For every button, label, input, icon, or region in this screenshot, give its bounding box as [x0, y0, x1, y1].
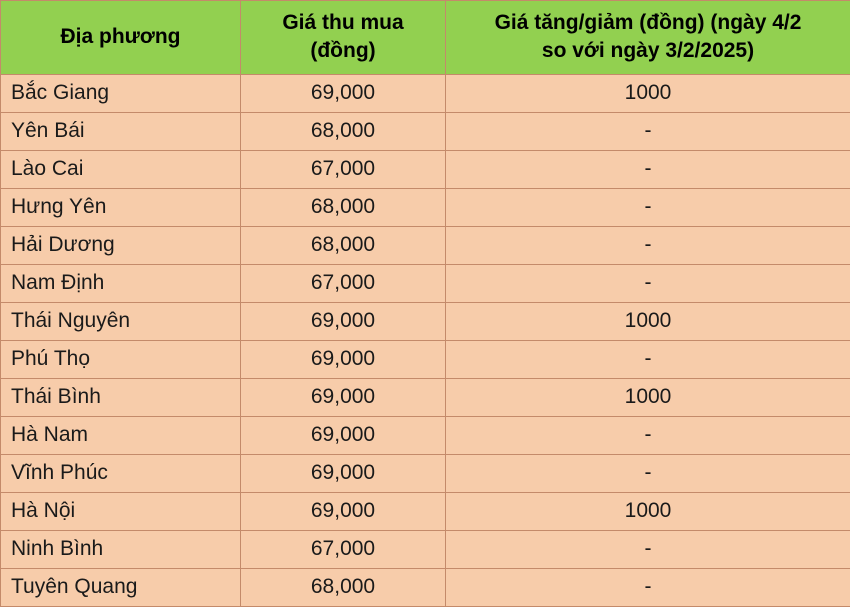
cell-change: 1000 [446, 378, 850, 416]
cell-location: Yên Bái [1, 112, 241, 150]
table-row [1, 454, 850, 492]
header-price-line-2: (đồng) [310, 39, 376, 63]
cell-change: - [446, 150, 850, 188]
cell-change: - [446, 416, 850, 454]
cell-price: 67,000 [241, 150, 446, 188]
cell-location: Hà Nội [1, 492, 241, 530]
cell-price: 67,000 [241, 264, 446, 302]
cell-change: - [446, 188, 850, 226]
cell-price: 67,000 [241, 530, 446, 568]
cell-price: 68,000 [241, 226, 446, 264]
cell-price: 69,000 [241, 416, 446, 454]
cell-price: 69,000 [241, 302, 446, 340]
table-row [1, 226, 850, 264]
cell-price: 68,000 [241, 568, 446, 606]
cell-location: Thái Nguyên [1, 302, 241, 340]
cell-location: Thái Bình [1, 378, 241, 416]
cell-price: 68,000 [241, 112, 446, 150]
table-row [1, 530, 850, 568]
cell-price: 69,000 [241, 340, 446, 378]
cell-location: Bắc Giang [1, 74, 241, 112]
header-cell-price [241, 1, 446, 75]
cell-change: - [446, 340, 850, 378]
header-location-line-1: Địa phương [60, 25, 181, 49]
table-row [1, 416, 850, 454]
cell-change: 1000 [446, 74, 850, 112]
cell-change: 1000 [446, 302, 850, 340]
table-row [1, 492, 850, 530]
header-cell-location [1, 1, 241, 75]
cell-location: Lào Cai [1, 150, 241, 188]
table-row [1, 150, 850, 188]
cell-price: 69,000 [241, 74, 446, 112]
table-row [1, 112, 850, 150]
cell-price: 69,000 [241, 492, 446, 530]
table-row [1, 302, 850, 340]
cell-location: Nam Định [1, 264, 241, 302]
cell-location: Hà Nam [1, 416, 241, 454]
table-row [1, 340, 850, 378]
table-body [1, 74, 850, 606]
cell-location: Hải Dương [1, 226, 241, 264]
cell-price: 69,000 [241, 378, 446, 416]
cell-location: Hưng Yên [1, 188, 241, 226]
header-cell-change [446, 1, 850, 75]
cell-change: - [446, 530, 850, 568]
table-row [1, 188, 850, 226]
table-header [1, 1, 850, 75]
table-row [1, 264, 850, 302]
cell-location: Vĩnh Phúc [1, 454, 241, 492]
cell-price: 68,000 [241, 188, 446, 226]
cell-change: - [446, 264, 850, 302]
cell-price: 69,000 [241, 454, 446, 492]
table-row [1, 74, 850, 112]
cell-change: - [446, 568, 850, 606]
cell-location: Phú Thọ [1, 340, 241, 378]
cell-change: - [446, 226, 850, 264]
header-price-line-1: Giá thu mua [282, 11, 404, 34]
cell-location: Ninh Bình [1, 530, 241, 568]
cell-change: 1000 [446, 492, 850, 530]
header-row [1, 1, 850, 75]
header-change-line-1: Giá tăng/giảm (đồng) (ngày 4/2 [494, 11, 802, 34]
cell-location: Tuyên Quang [1, 568, 241, 606]
header-change-line-2: so với ngày 3/2/2025) [541, 39, 755, 63]
cell-change: - [446, 112, 850, 150]
cell-change: - [446, 454, 850, 492]
table-row [1, 568, 850, 606]
table-row [1, 378, 850, 416]
